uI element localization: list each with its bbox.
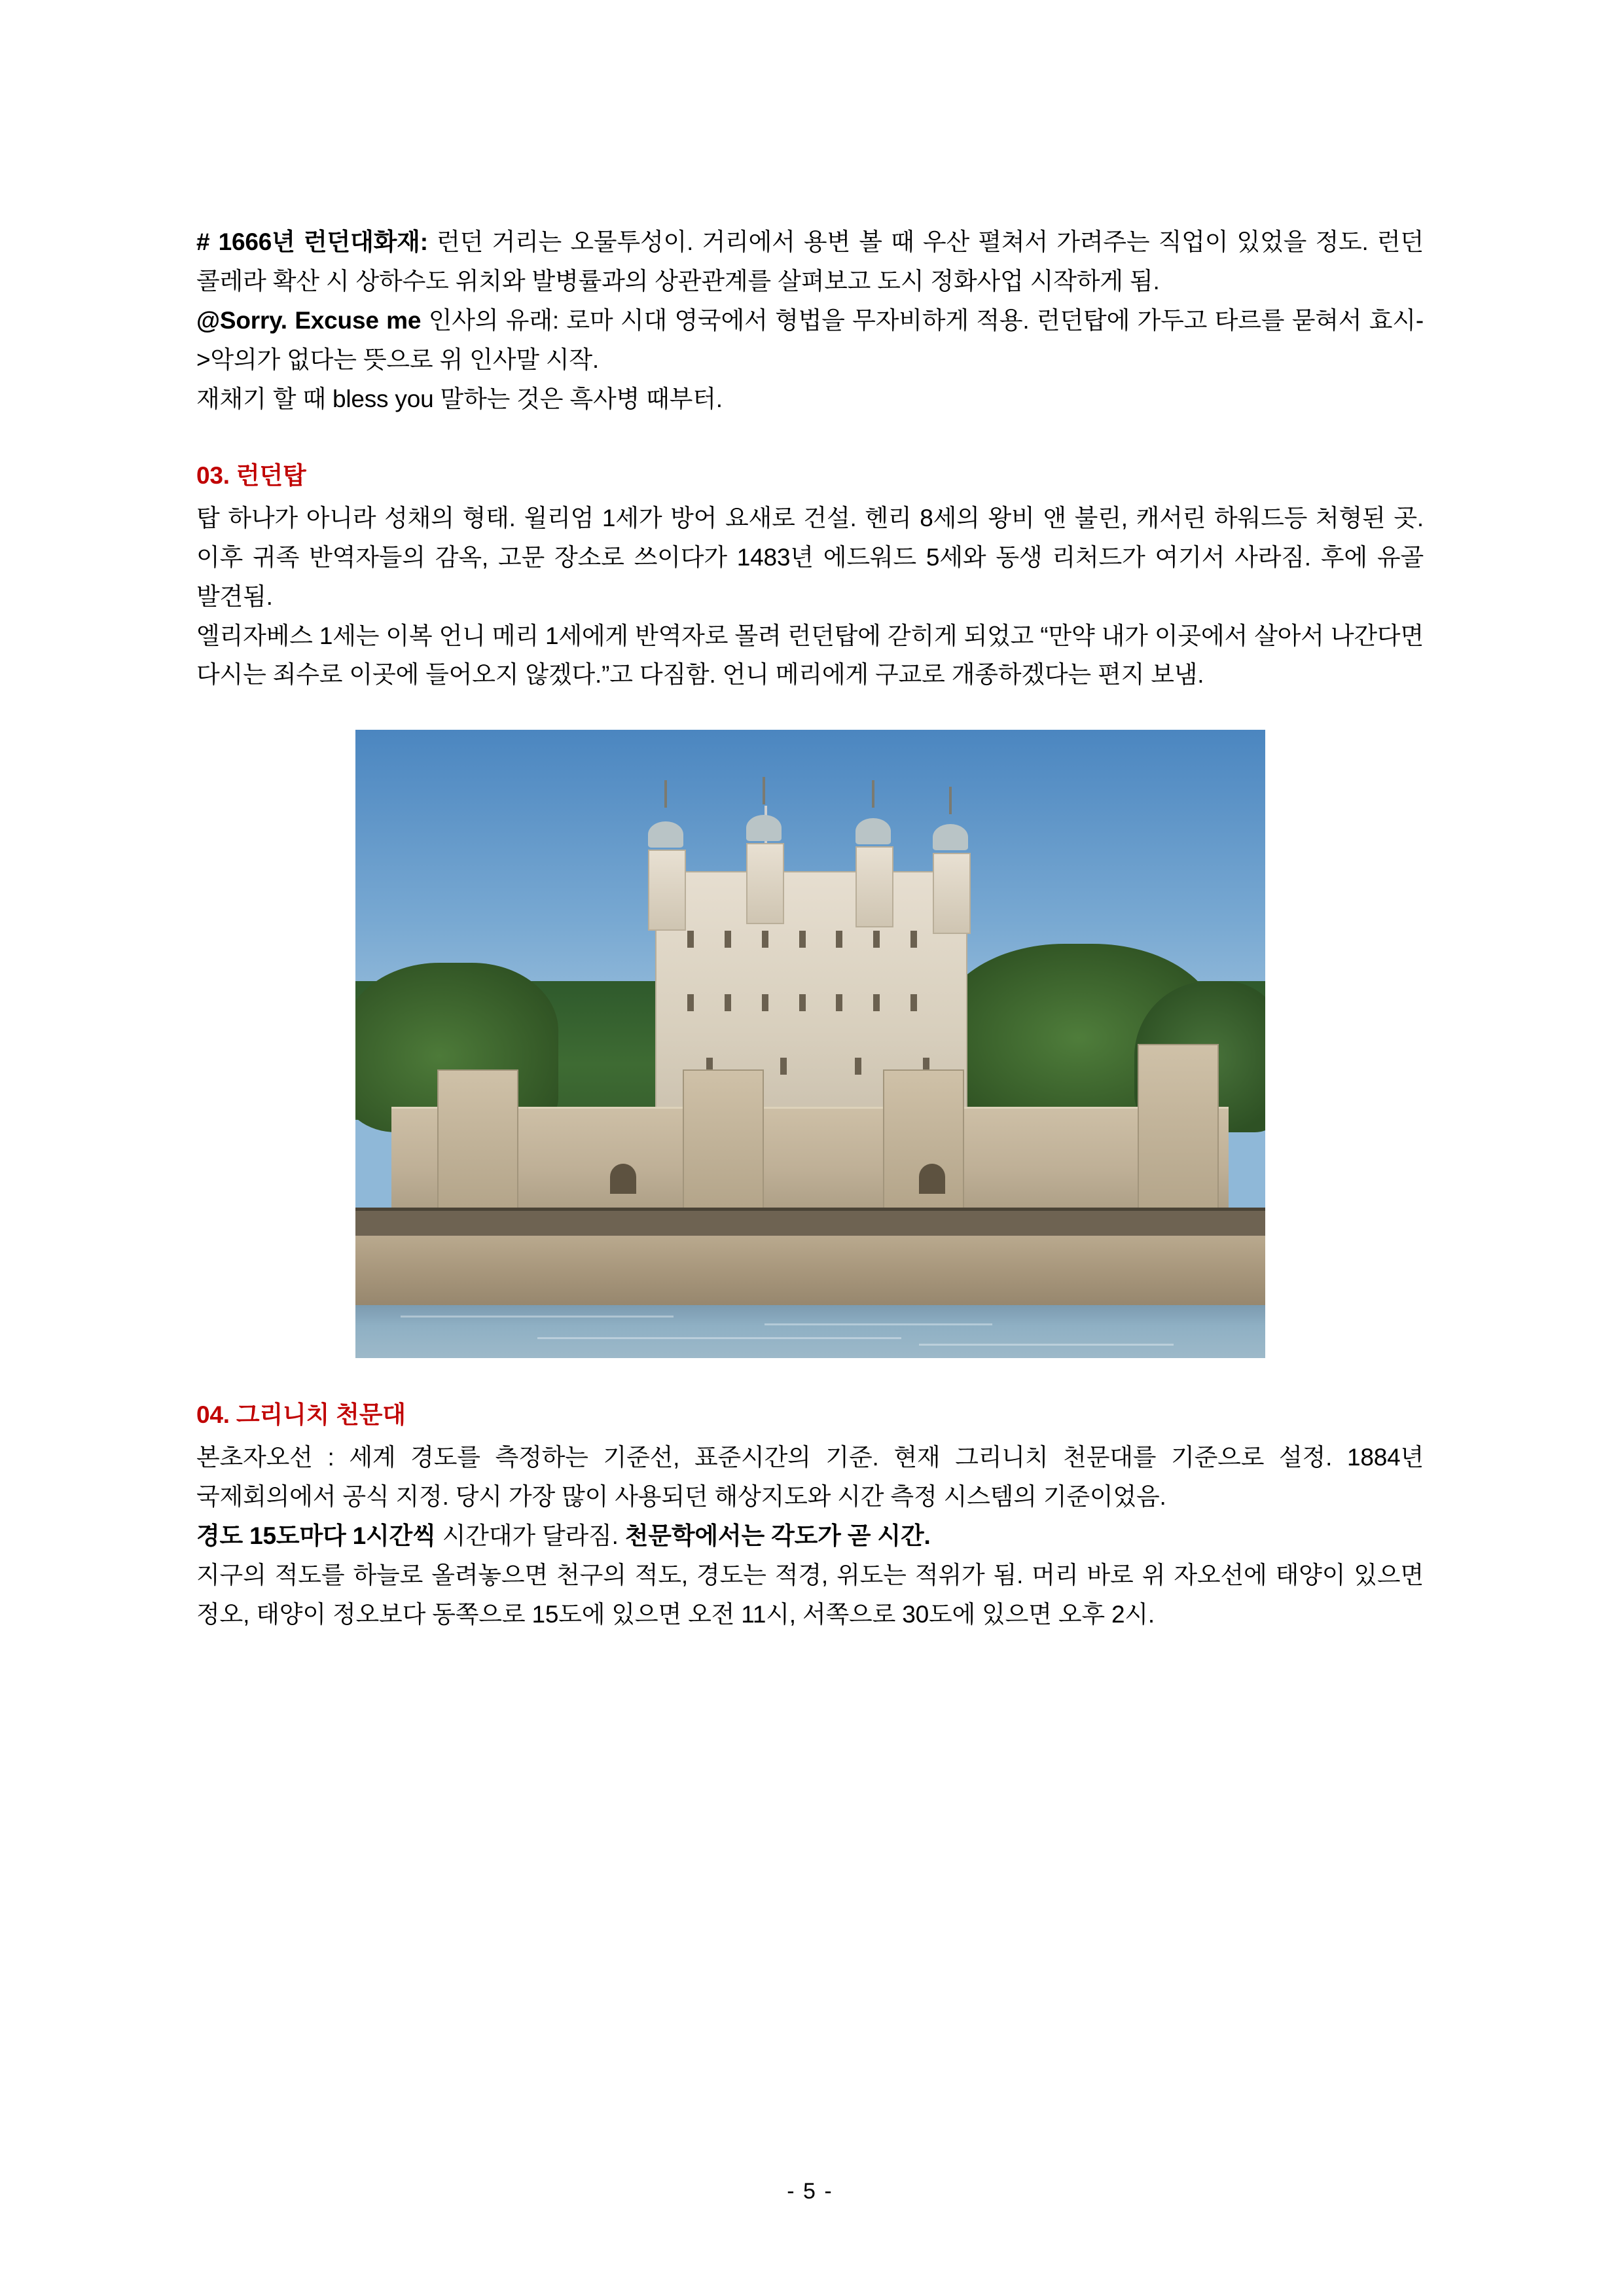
paragraph-bless-you: 재채기 할 때 bless you 말하는 것은 흑사병 때부터. (196, 385, 723, 412)
gate-right (919, 1164, 945, 1194)
tower-of-london-image (355, 730, 1265, 1358)
page-footer (0, 2179, 1620, 2204)
turret-mid-right (855, 846, 893, 927)
wall-tower-center (683, 1069, 764, 1223)
spacer (196, 491, 1424, 499)
dome-mid-left (746, 815, 782, 841)
turret-right (933, 853, 971, 934)
turret-left (648, 850, 686, 931)
paragraph-greenwich-2: 지구의 적도를 하늘로 올려놓으면 천구의 적도, 경도는 적경, 위도는 적위가 됨. 머리 바로 위 자오선에 태양이 있으면 정오, 태양이 정오보다 동쪽으로 15도에 있으면 오전 11시, 서쪽으로 30도에 있으면 오후 2시. (196, 1562, 1424, 1628)
figure-tower-of-london (196, 730, 1424, 1358)
paragraph-london-tower-1: 탑 하나가 아니라 성채의 형태. 윌리엄 1세가 방어 요새로 건설. 헨리 8세의 왕비 앤 불린, 캐서린 하워드등 처형된 곳. 이후 귀족 반역자들의 감옥, 고문 장소로 쓰이다가 1483년 에드워드 5세와 동생 리처드가 여기서 사라짐. 후에 유골 발견됨. (196, 504, 1424, 610)
spire-mid-right (872, 780, 874, 808)
paragraph-greenwich-1: 본초자오선 : 세계 경도를 측정하는 기준선, 표준시간의 기준. 현재 그리니치 천문대를 기준으로 설정. 1884년 국제회의에서 공식 지정. 당시 가장 많이 사용되던 해상지도와 시간 측정 시스템의 기준이었음. (196, 1444, 1424, 1511)
thames-river (355, 1305, 1265, 1359)
turret-mid-left (746, 843, 784, 924)
bold-astronomy-rule: 천문학에서는 각도가 곧 시간. (624, 1522, 931, 1550)
dome-mid-right (855, 818, 891, 844)
wall-tower-left (437, 1069, 518, 1223)
riverside-walk (355, 1211, 1265, 1236)
foreshore (355, 1236, 1265, 1305)
wall-tower-right (883, 1069, 964, 1223)
wall-tower-far-right (1138, 1044, 1219, 1229)
dome-left (648, 821, 683, 848)
paragraph-london-tower-2: 엘리자베스 1세는 이복 언니 메리 1세에게 반역자로 몰려 런던탑에 갇히게 되었고 “만약 내가 이곳에서 살아서 나간다면 다시는 죄수로 이곳에 들어오지 않겠다.”고 다짐함. 언니 메리에게 구교로 개종하겠다는 편지 보냄. (196, 622, 1424, 689)
dome-right (933, 824, 968, 850)
spacer (196, 419, 1424, 456)
lead-label-great-fire: # 1666년 런던대화재: (196, 228, 428, 255)
paragraph-great-fire-text: 런던 거리는 오물투성이. 거리에서 용변 볼 때 우산 펼쳐서 가려주는 직업이 있었을 정도. 런던 콜레라 확산 시 상하수도 위치와 발병률과의 상관관계를 살펴보고 도시 정화사업 시작하게 됨. (196, 228, 1424, 295)
heading-london-tower: 03. 런던탑 (196, 461, 306, 489)
spacer (196, 1430, 1424, 1438)
heading-greenwich-observatory: 04. 그리니치 천문대 (196, 1401, 406, 1429)
paragraph-sorry-excuse-me-text: 인사의 유래: 로마 시대 영국에서 형법을 무자비하게 적용. 런던탑에 가두고 타르를 묻혀서 효시->악의가 없다는 뜻으로 위 인사말 시작. (196, 306, 1424, 373)
paragraph-great-fire (196, 223, 1424, 301)
gate-left (610, 1164, 636, 1194)
spacer (196, 1358, 1424, 1395)
spire-mid-left (763, 777, 765, 804)
lead-label-sorry-excuse-me: @Sorry. Excuse me (196, 306, 422, 334)
text-longitude-rule: 시간대가 달라짐. (435, 1522, 625, 1550)
page-number: - 5 - (787, 2179, 833, 2204)
paragraph-greenwich-longitude (196, 1516, 1424, 1556)
bold-longitude-rule: 경도 15도마다 1시간씩 (196, 1522, 436, 1550)
spire-left (664, 780, 667, 808)
spire-right (949, 787, 952, 814)
paragraph-sorry-excuse-me (196, 301, 1424, 380)
